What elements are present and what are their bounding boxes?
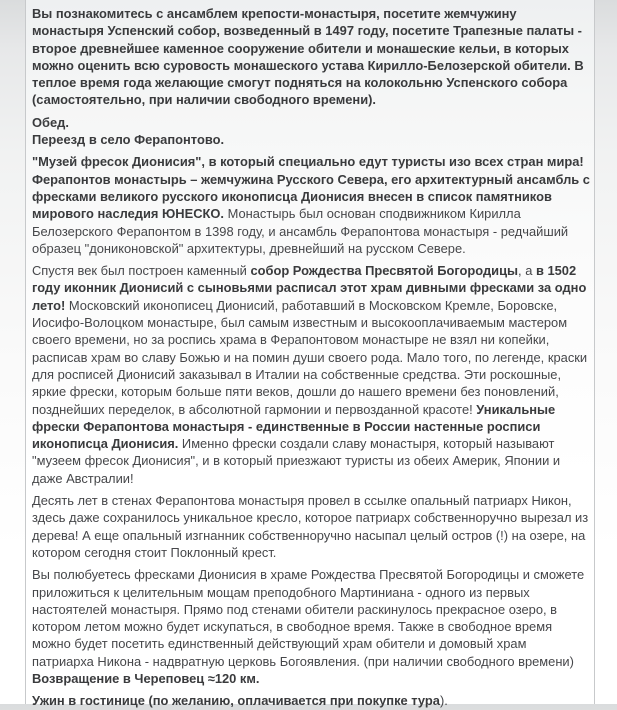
text-segment: Московский иконописец Дионисий, работавший в Московском Кремле, Боровске, Иосифо-Волоцком монастыре, был самым известным и высокооплачиваемым мастером своего времени, но за роспись храма в Ферапонтовом монастыре не взял ни копейки, расписав храм во славу Божью и на помин души своего рода. Мало того, по легенде, краски для росписей Дионисий заказывал в Италии на собственные средства. Эти роскошные, яркие фрески, которым больше пяти веков, дошли до нашего времени без поновлений, позднейших переделок, в абсолютной гармонии и первозданной красоте! <box>32 297 588 417</box>
text-segment: Переезд в село Ферапонтово. <box>32 132 225 148</box>
text-segment: Вы познакомитесь с ансамблем крепости-монастыря, посетите жемчужину монастыря Успенский собор, возведенный в 1497 году, посетите Трапезные палаты - второе древнейшее каменное сооружение обители и монашеские кельи, в которых можно оценить всю суровость монашеского устава Кирилло-Белозерской обители. В теплое время года желающие смогут подняться на колокольню Успенского собора (самостоятельно, при наличии свободного времени). <box>32 6 584 108</box>
tour-program-document <box>25 0 595 709</box>
text-segment: Возвращение в Череповец ≈120 км. <box>32 670 260 686</box>
text-segment: Десять лет в стенах Ферапонтова монастыря провел в ссылке опальный патриарх Никон, здесь даже сохранилось уникальное кресло, которое патриарх собственноручно вырезал из дерева! А еще опальный изгнанник собственноручно насыпал целый остров (!) на озере, на котором сегодня стоит Поклонный крест. <box>32 493 589 560</box>
text-segment: Именно фрески создали славу монастыря, который называют "музеем фресок Дионисия", и в который приезжают туристы из обеих Америк, Японии и даже Австралии! <box>32 436 561 486</box>
text-segment: "Музей фресок Дионисия", в который специально едут туристы изо всех стран мира! Ферапонтов монастырь – жемчужина Русского Севера, его архитектурный ансамбль с фресками великого русского иконописца Дионисия внесен в список памятников мирового наследия ЮНЕСКО. <box>32 154 590 222</box>
text-segment: собор Рождества Пресвятой Богородицы <box>250 263 519 279</box>
text-segment: ). <box>439 693 448 709</box>
paragraph-kirillov-intro <box>32 5 590 109</box>
paragraph-lunch-transfer <box>32 114 590 149</box>
text-segment: Обед. <box>32 114 69 130</box>
text-segment: Монастырь был основан сподвижником Кирилла Белозерского Ферапонтом в 1398 году, и ансамбль Ферапонтова монастыря - редчайший образец "дониконовской" архитектуры, древнейший на русском Севере. <box>32 206 569 256</box>
text-segment: Ужин в гостинице (по желанию, оплачивается при покупке тура <box>32 693 440 709</box>
text-segment: Спустя век был построен каменный <box>32 263 251 279</box>
paragraph-visit-return <box>32 566 590 687</box>
paragraph-dinner <box>32 692 590 709</box>
document-body <box>32 5 590 710</box>
paragraph-cathedral-dionisy <box>32 262 590 487</box>
paragraph-patriarch-nikon <box>32 492 590 561</box>
text-segment: , а <box>518 263 536 279</box>
text-segment: Вы полюбуетесь фресками Дионисия в храме Рождества Пресвятой Богородицы и сможете приложиться к целительным мощам преподобного Мартиниана - одного из первых настоятелей монастыря. Прямо под стенами обители раскинулось прекрасное озеро, в котором летом можно будет искупаться, в свободное время. Также в свободное время можно будет посетить единственный действующий храм обители и домовый храм патриарха Никона - надвратную церковь Богоявления. (при наличии свободного времени) <box>32 567 585 669</box>
paragraph-ferapontovo-museum <box>32 153 590 257</box>
text-segment: в 1502 году иконник Дионисий с сыновьями расписал этот храм дивными фресками за одно лето! <box>32 263 587 313</box>
text-segment: Уникальные фрески Ферапонтова монастыря - единственные в России настенные росписи иконописца Дионисия. <box>32 401 556 452</box>
